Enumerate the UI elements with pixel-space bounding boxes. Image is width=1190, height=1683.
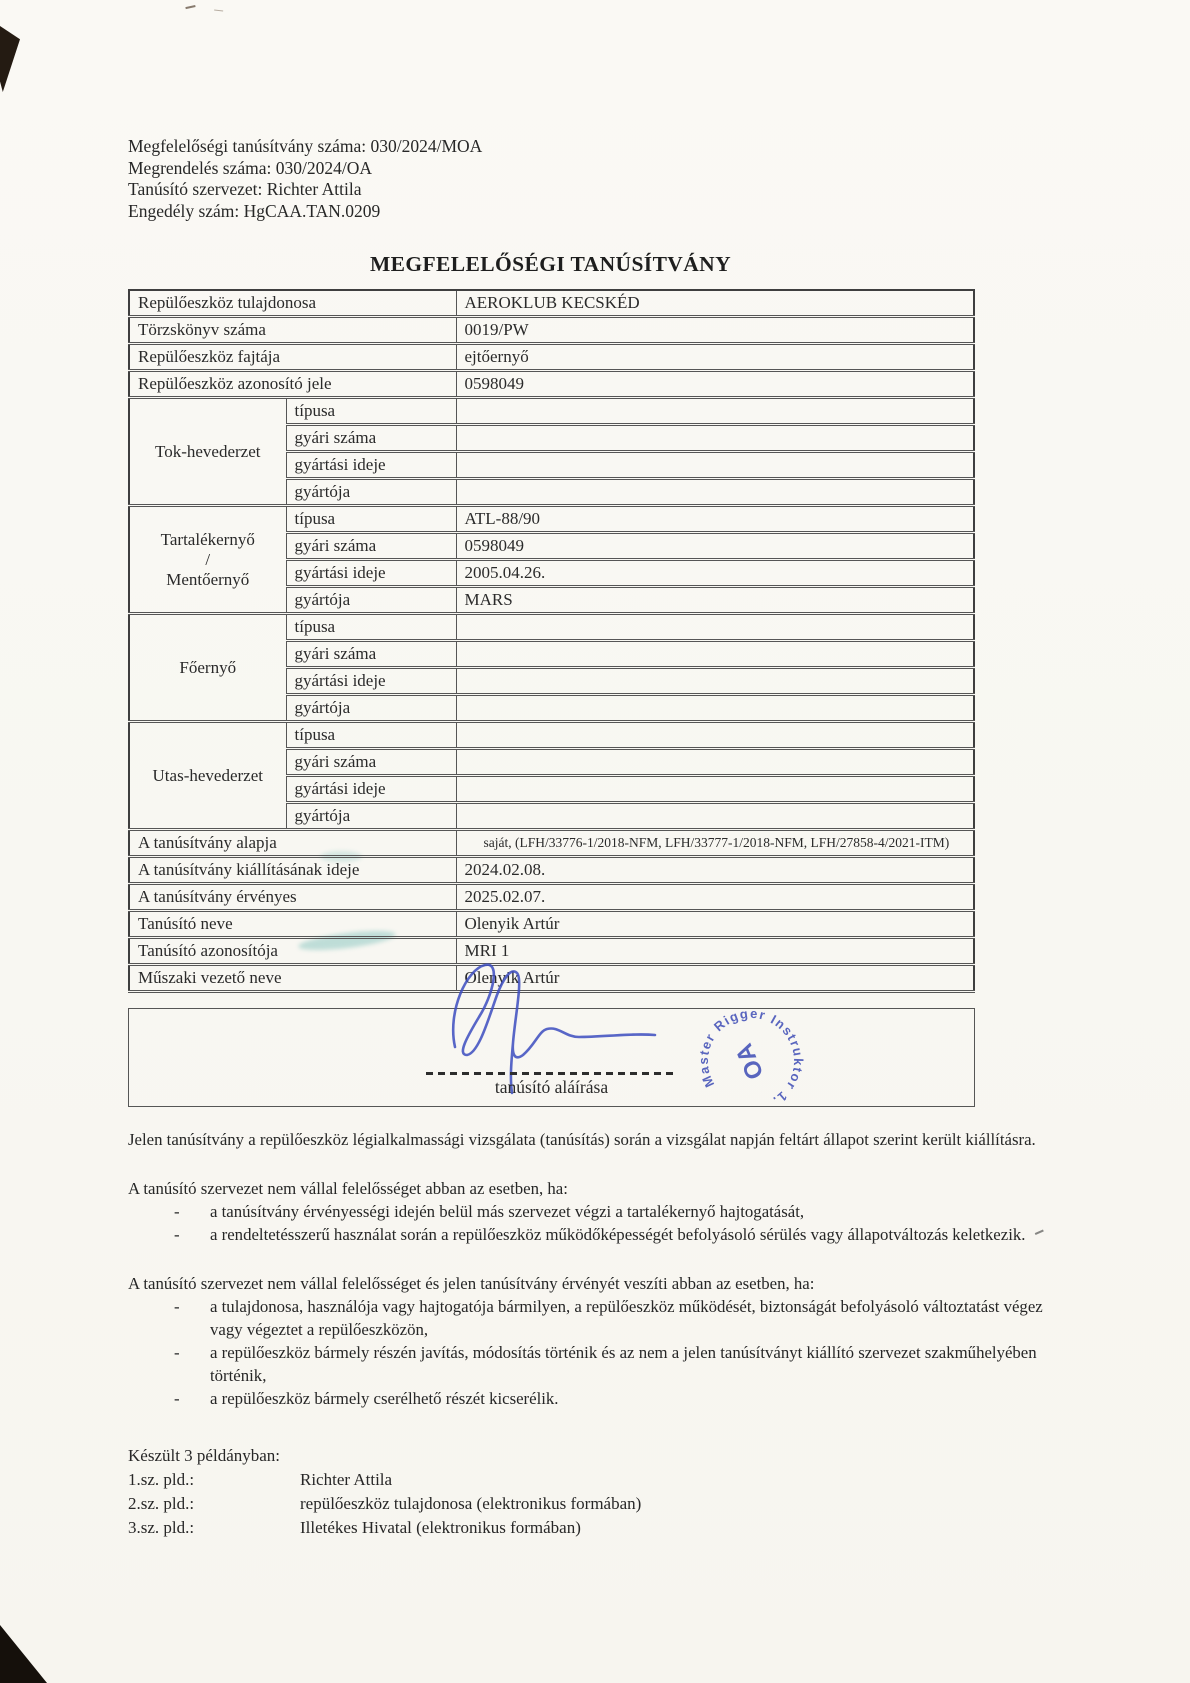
row-value: 0598049 [456, 533, 974, 560]
row-value: saját, (LFH/33776-1/2018-NFM, LFH/33777-1/2018-NFM, LFH/27858-4/2021-ITM) [456, 830, 974, 857]
row-label: Tanúsító neve [129, 911, 456, 938]
stamp-center-text: OA [730, 1039, 770, 1084]
copy-row [128, 1492, 1068, 1516]
copy-row [128, 1516, 1068, 1540]
row-value [456, 776, 974, 803]
row-value: 2024.02.08. [456, 857, 974, 884]
permit-number-line: Engedély szám: HgCAA.TAN.0209 [128, 200, 381, 221]
group-label-line: Főernyő [179, 657, 237, 677]
bullet-item [128, 1223, 1068, 1246]
table-row [129, 398, 974, 425]
row-value [456, 695, 974, 722]
copy-label: 1.sz. pld.: [128, 1470, 195, 1489]
table-row [129, 830, 974, 857]
certifier-org-line: Tanúsító szervezet: Richter Attila [128, 179, 362, 199]
sub-label: gyári száma [286, 425, 456, 452]
copy-row [128, 1468, 1068, 1492]
row-label: Repülőeszköz tulajdonosa [129, 290, 456, 317]
table-row [129, 290, 974, 317]
sub-label: típusa [286, 506, 456, 533]
bullet-dash: - [174, 1389, 180, 1408]
bullet-dash: - [174, 1225, 180, 1244]
row-label: A tanúsítvány kiállításának ideje [129, 857, 456, 884]
row-value: AEROKLUB KECSKÉD [456, 290, 974, 317]
bullet-item [128, 1295, 1068, 1341]
row-value: MARS [456, 587, 974, 614]
row-value: Olenyik Artúr [456, 911, 974, 938]
sub-label: gyártási ideje [286, 560, 456, 587]
copy-value: Richter Attila [300, 1470, 393, 1489]
statement-paragraph: Jelen tanúsítvány a repülőeszköz légialkalmassági vizsgálata (tanúsítás) során a vizsgálat napján feltárt állapot szerint került kiállításra. [128, 1130, 1036, 1149]
sub-label: gyári száma [286, 533, 456, 560]
bullet-text: a tanúsítvány érvényességi idején belül más szervezet végzi a tartalékernyő hajtogatását, [210, 1202, 805, 1221]
bullet-text: a repülőeszköz bármely részén javítás, módosítás történik és az nem a jelen tanúsítványt kiállító szervezet szakműhelyében történik, [210, 1343, 1037, 1385]
row-value: 0598049 [456, 371, 974, 398]
row-value [456, 425, 974, 452]
bullet-text: a repülőeszköz bármely cserélhető részét kicserélik. [210, 1389, 559, 1408]
table-row [129, 506, 974, 533]
group-label-line: Mentőernyő [166, 569, 250, 589]
row-value: MRI 1 [456, 938, 974, 965]
row-value [456, 452, 974, 479]
bullet-dash: - [174, 1202, 180, 1221]
sub-label: gyári száma [286, 749, 456, 776]
table-row [129, 884, 974, 911]
row-value [456, 749, 974, 776]
row-value: 0019/PW [456, 317, 974, 344]
scan-artifact-bottom-left [0, 1625, 47, 1683]
table-row [129, 344, 974, 371]
group-label [129, 506, 286, 614]
certificate-table [128, 289, 975, 993]
bullet-text: a rendeltetésszerű használat során a repülőeszköz működőképességét befolyásoló sérülés vagy állapotváltozás keletkezik. [210, 1225, 1026, 1244]
order-number-line: Megrendelés száma: 030/2024/OA [128, 157, 372, 178]
document-content [128, 136, 1068, 1540]
stamp-ring-text: Master Rigger Instruktor 1. [695, 1005, 807, 1110]
copies-title: Készült 3 példányban: [128, 1446, 281, 1465]
copy-value: Illetékes Hivatal (elektronikus formában) [300, 1518, 581, 1537]
scan-speck [214, 10, 223, 15]
row-label: Repülőeszköz fajtája [129, 344, 456, 371]
sub-label: gyártója [286, 587, 456, 614]
table-row [129, 317, 974, 344]
sub-label: gyártója [286, 479, 456, 506]
signature-caption: tanúsító aláírása [494, 1077, 609, 1097]
sub-label: gyártási ideje [286, 668, 456, 695]
row-value: 2025.02.07. [456, 884, 974, 911]
copy-label: 3.sz. pld.: [128, 1518, 195, 1537]
row-value [456, 614, 974, 641]
row-value [456, 398, 974, 425]
row-value: ejtőernyő [456, 344, 974, 371]
row-value [456, 479, 974, 506]
group-label [129, 614, 286, 722]
bullet-dash: - [174, 1343, 180, 1362]
copy-value: repülőeszköz tulajdonosa (elektronikus formában) [300, 1494, 642, 1513]
liability2-intro: A tanúsító szervezet nem vállal felelősséget és jelen tanúsítvány érvényét veszíti abban az esetben, ha: [128, 1274, 815, 1293]
table-row [129, 614, 974, 641]
bullet-item [128, 1200, 1068, 1223]
table-row [129, 911, 974, 938]
sub-label: gyártási ideje [286, 776, 456, 803]
sub-label: gyártási ideje [286, 452, 456, 479]
sub-label: gyártója [286, 695, 456, 722]
sub-label: gyári száma [286, 641, 456, 668]
bullet-item [128, 1387, 1068, 1410]
page-title: MEGFELELŐSÉGI TANÚSÍTVÁNY [369, 252, 732, 276]
document-header [128, 136, 1068, 222]
group-label-line: Tartalékernyő [160, 529, 255, 549]
row-value [456, 641, 974, 668]
copy-label: 2.sz. pld.: [128, 1494, 195, 1513]
row-value [456, 803, 974, 830]
table-row [129, 857, 974, 884]
table-row [129, 371, 974, 398]
bullet-item [128, 1341, 1068, 1387]
row-value: ATL-88/90 [456, 506, 974, 533]
svg-text:Master Rigger Instruktor 1. [689, 999, 813, 1123]
certificate-number-line: Megfelelőségi tanúsítvány száma: 030/2024/MOA [128, 136, 483, 156]
sub-label: gyártója [286, 803, 456, 830]
bullet-text: a tulajdonosa, használója vagy hajtogatója bármilyen, a repülőeszköz működését, biztonságát befolyásoló változtatást végez vagy végeztet a repülőeszközön, [210, 1297, 1043, 1339]
copies-section [128, 1444, 1068, 1540]
row-label: A tanúsítvány alapja [129, 830, 456, 857]
signature-line [426, 1072, 678, 1075]
row-value [456, 722, 974, 749]
scan-speck [185, 5, 196, 14]
signature-box [128, 1005, 975, 1110]
row-label: Tanúsító azonosítója [129, 938, 456, 965]
row-value [456, 668, 974, 695]
table-row [129, 965, 974, 992]
row-label: Repülőeszköz azonosító jele [129, 371, 456, 398]
sub-label: típusa [286, 614, 456, 641]
group-label [129, 398, 286, 506]
sub-label: típusa [286, 722, 456, 749]
row-label: Törzskönyv száma [129, 317, 456, 344]
row-value: Olenyik Artúr [456, 965, 974, 992]
liability1-intro: A tanúsító szervezet nem vállal felelősséget abban az esetben, ha: [128, 1179, 568, 1198]
row-value: 2005.04.26. [456, 560, 974, 587]
bullet-dash: - [174, 1297, 180, 1316]
group-label [129, 722, 286, 830]
group-label-line: Tok-hevederzet [155, 441, 261, 461]
scan-artifact-top-left [0, 26, 20, 92]
row-label: A tanúsítvány érvényes [129, 884, 456, 911]
sub-label: típusa [286, 398, 456, 425]
table-row [129, 722, 974, 749]
table-row [129, 938, 974, 965]
row-label: Műszaki vezető neve [129, 965, 456, 992]
round-stamp [689, 999, 813, 1123]
group-label-line: / [205, 549, 211, 569]
group-label-line: Utas-hevederzet [152, 765, 263, 785]
